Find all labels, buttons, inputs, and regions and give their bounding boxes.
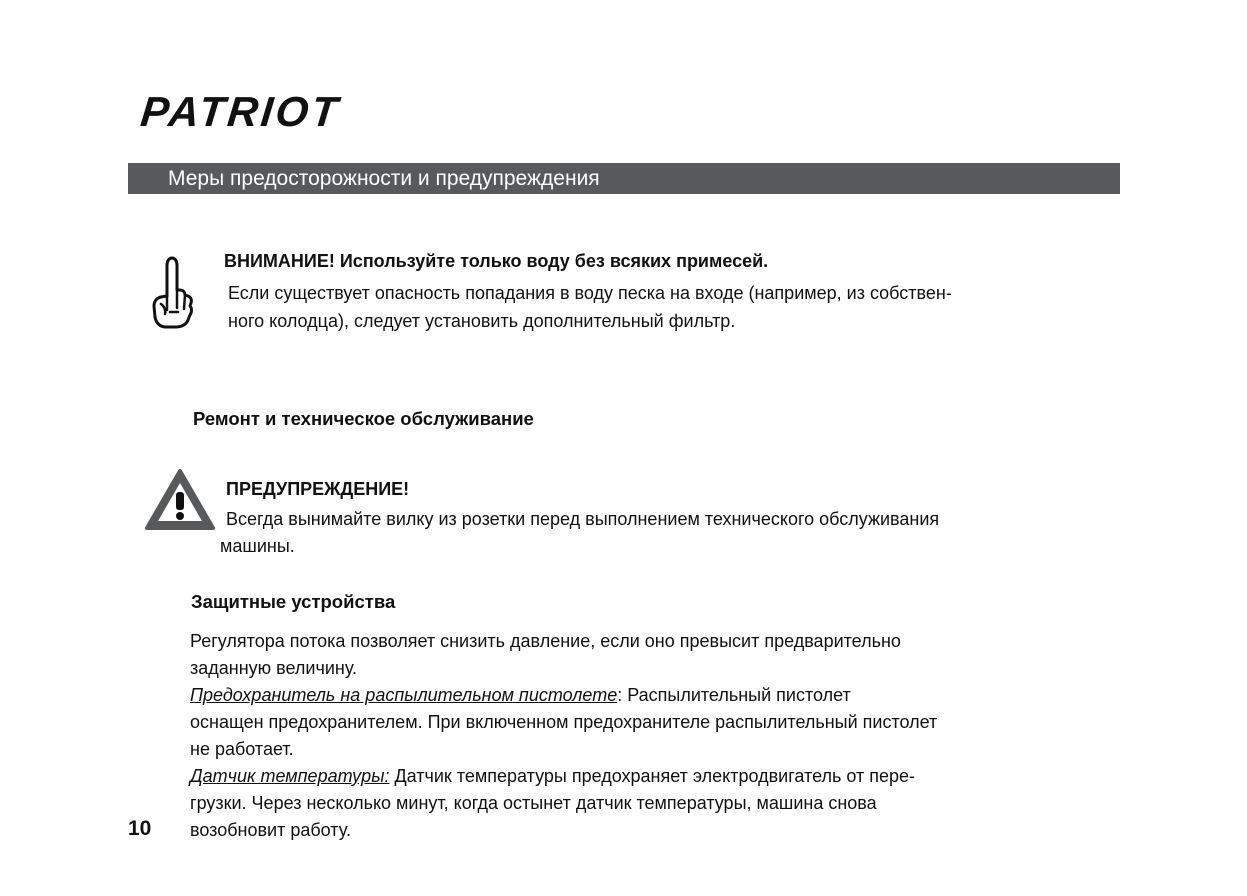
warning-text-line-2: машины. (220, 536, 295, 556)
protection-paragraph-2-line-1 (190, 682, 851, 709)
protection-paragraph-1-line-2: заданную величину. (190, 658, 358, 678)
protection-paragraph-2-line-2: оснащен предохранителем. При включенном предохранителе распылительный пистолет (190, 712, 938, 732)
page-number: 10 (128, 817, 152, 840)
attention-title: ВНИМАНИЕ! Используйте только воду без всяких примесей. (224, 251, 769, 271)
section-header-bar (128, 163, 1120, 194)
attention-text-line-2: ного колодца), следует установить дополнительный фильтр. (228, 311, 736, 331)
brand-logo: PATRIOT (138, 88, 343, 135)
maintenance-heading: Ремонт и техническое обслуживание (193, 408, 534, 429)
spray-gun-safety-text: : Распылительный пистолет (617, 685, 851, 705)
protection-heading: Защитные устройства (191, 591, 396, 612)
protection-paragraph-3-line-3: возобновит работу. (190, 820, 351, 840)
section-title: Меры предосторожности и предупреждения (168, 167, 600, 190)
temperature-sensor-term: Датчик температуры: (190, 766, 390, 786)
warning-triangle-icon (144, 468, 216, 532)
protection-paragraph-1-line-1: Регулятора потока позволяет снизить давление, если оно превысит предварительно (190, 631, 901, 651)
temperature-sensor-text: Датчик температуры предохраняет электродвигатель от пере- (389, 766, 915, 786)
protection-paragraph-3-line-1 (190, 763, 915, 790)
pointing-hand-icon (150, 254, 194, 330)
warning-text-line-1: Всегда вынимайте вилку из розетки перед выполнением технического обслуживания (226, 509, 940, 529)
protection-paragraph-2-line-3: не работает. (190, 739, 294, 759)
spray-gun-safety-term: Предохранитель на распылительном пистолете (190, 685, 618, 705)
protection-paragraph-3-line-2: грузки. Через несколько минут, когда остынет датчик температуры, машина снова (190, 793, 877, 813)
warning-title: ПРЕДУПРЕЖДЕНИЕ! (226, 479, 410, 499)
attention-text-line-1: Если существует опасность попадания в воду песка на входе (например, из собствен- (228, 283, 952, 303)
